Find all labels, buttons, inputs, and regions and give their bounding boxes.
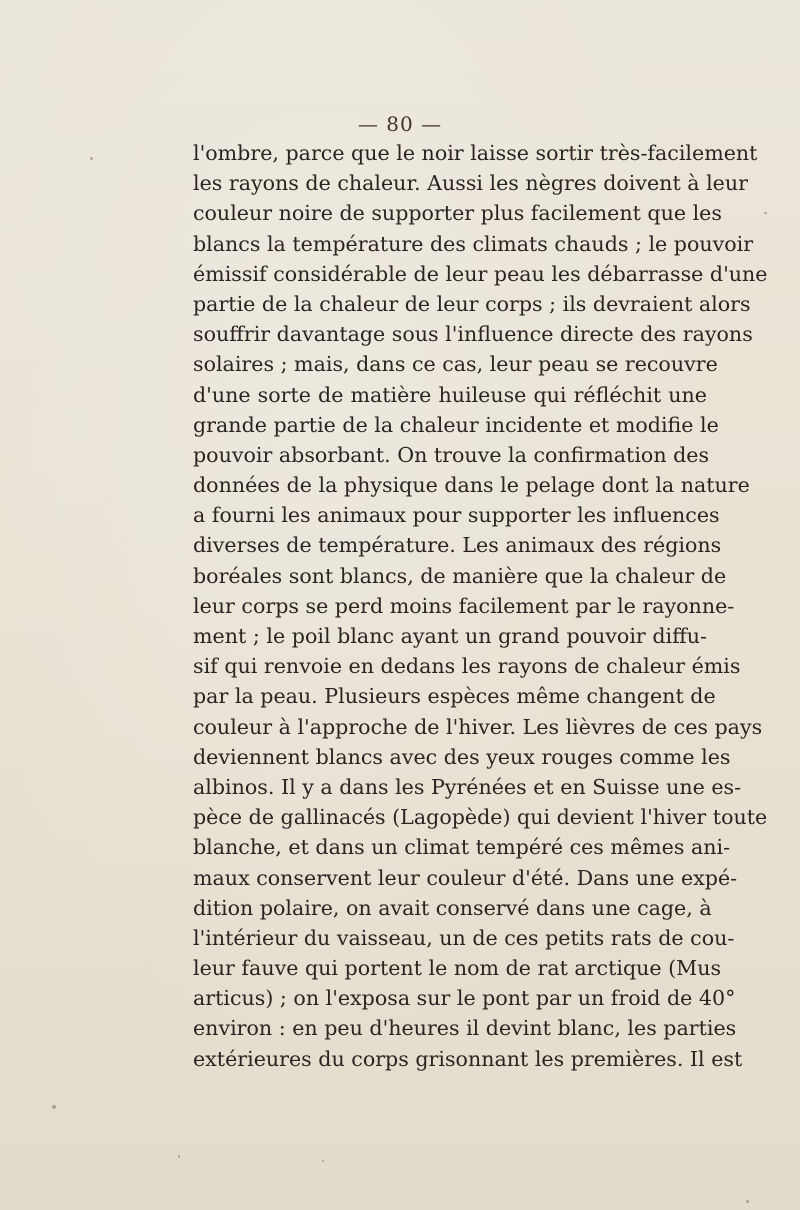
page-number: — 80 —: [357, 112, 443, 136]
text-line: dition polaire, on avait conservé dans une cage, à: [193, 895, 712, 920]
paper-speck: [52, 1105, 56, 1109]
text-line: sif qui renvoie en dedans les rayons de chaleur émis: [193, 654, 741, 679]
text-line: par la peau. Plusieurs espèces même changent de: [193, 684, 716, 709]
text-line: l'intérieur du vaisseau, un de ces petits rats de cou-: [193, 925, 735, 950]
text-line: émissif considérable de leur peau les débarrasse d'une: [193, 261, 768, 286]
text-line: couleur noire de supporter plus facilement que les: [193, 201, 722, 226]
paper-speck: [178, 1155, 180, 1158]
text-line: albinos. Il y a dans les Pyrénées et en Suisse une es-: [193, 774, 742, 799]
text-line: blancs la température des climats chauds ; le pouvoir: [193, 231, 754, 256]
text-line: partie de la chaleur de leur corps ; ils devraient alors: [193, 291, 751, 316]
text-line: couleur à l'approche de l'hiver. Les lièvres de ces pays: [193, 714, 763, 739]
text-line: pèce de gallinacés (Lagopède) qui devient l'hiver toute: [193, 805, 768, 830]
text-line: ment ; le poil blanc ayant un grand pouvoir diffu-: [193, 624, 707, 648]
text-line: extérieures du corps grisonnant les premières. Il est: [193, 1046, 743, 1071]
text-line: environ : en peu d'heures il devint blanc, les parties: [193, 1016, 737, 1041]
paper-speck: [764, 212, 767, 214]
text-line: deviennent blancs avec des yeux rouges comme les: [193, 744, 731, 769]
paper-speck: [90, 157, 93, 160]
text-line: a fourni les animaux pour supporter les influences: [193, 503, 720, 528]
paper-speck: [746, 1200, 749, 1203]
text-line: articus) ; on l'exposa sur le pont par un froid de 40°: [193, 986, 736, 1011]
text-line: leur fauve qui portent le nom de rat arctique (Mus: [193, 956, 722, 981]
text-line: les rayons de chaleur. Aussi les nègres doivent à leur: [193, 171, 748, 196]
text-line: d'une sorte de matière huileuse qui réfléchit une: [193, 382, 707, 407]
text-line: leur corps se perd moins facilement par le rayonne-: [193, 593, 735, 618]
text-line: souffrir davantage sous l'influence directe des rayons: [193, 322, 753, 347]
text-line: maux conservent leur couleur d'été. Dans une expé-: [193, 865, 738, 890]
text-line: pouvoir absorbant. On trouve la confirmation des: [193, 442, 710, 467]
text-line: grande partie de la chaleur incidente et modifie le: [193, 412, 719, 437]
text-line: l'ombre, parce que le noir laisse sortir très-facilement: [193, 141, 758, 165]
text-line: boréales sont blancs, de manière que la chaleur de: [193, 563, 727, 588]
text-line: blanche, et dans un climat tempéré ces mêmes ani-: [193, 835, 731, 860]
body-text: [193, 138, 768, 1074]
text-line: données de la physique dans le pelage dont la nature: [193, 473, 750, 498]
text-line: diverses de température. Les animaux des régions: [193, 533, 722, 558]
paper-speck: [322, 1160, 324, 1162]
text-line: solaires ; mais, dans ce cas, leur peau se recouvre: [193, 352, 718, 377]
